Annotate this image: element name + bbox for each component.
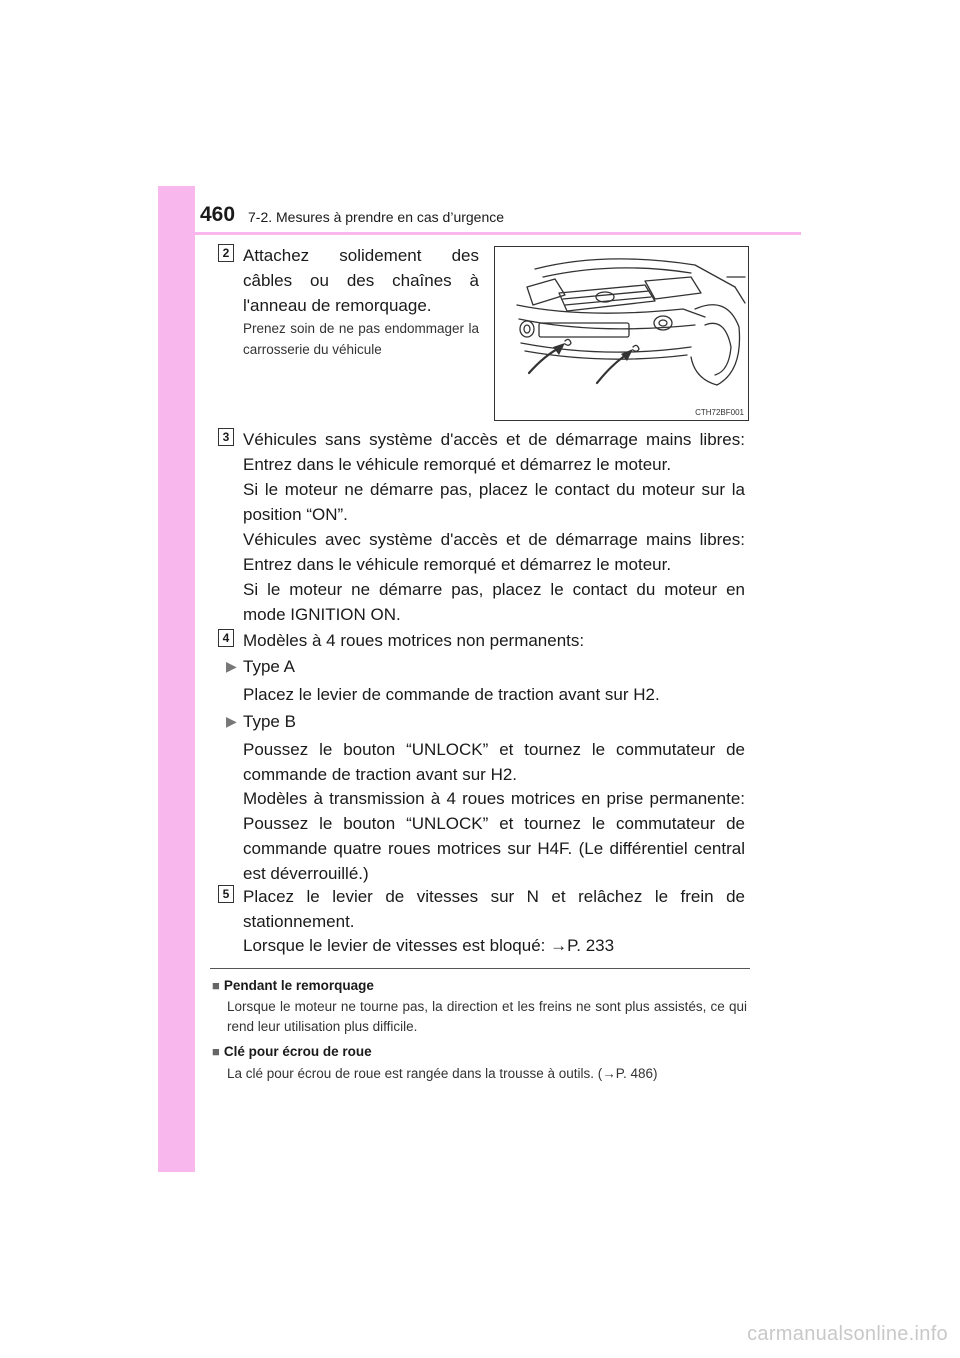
step-badge-4: 4 <box>218 629 234 647</box>
square-bullet-icon: ■ <box>212 978 220 993</box>
step-badge-3: 3 <box>218 428 234 446</box>
type-a-text: Placez le levier de commande de traction avant sur H2. <box>243 685 660 704</box>
step3-paragraph-4: Si le moteur ne démarre pas, placez le contact du moteur en mode IGNITION ON. <box>243 580 745 624</box>
type-b-label: Type B <box>243 712 296 731</box>
step4-intro: Modèles à 4 roues motrices non permanents: <box>243 631 585 650</box>
step-badge-5: 5 <box>218 885 234 903</box>
info-text-wrench: La clé pour écrou de roue est rangée dans la trousse à outils. (→P. 486) <box>227 1066 658 1081</box>
towing-eye-illustration <box>494 246 749 421</box>
info-heading-towing <box>212 978 374 993</box>
step5-reference: Lorsque le levier de vitesses est bloqué: →P. 233 <box>243 936 615 955</box>
step3-paragraph-3: Véhicules avec système d'accès et de démarrage mains libres: Entrez dans le véhicule remorqué et démarrez le moteur. <box>243 530 745 574</box>
type-a-label: Type A <box>243 657 295 676</box>
type-b-text: Poussez le bouton “UNLOCK” et tournez le commutateur de commande de traction avant sur H2. <box>243 740 745 784</box>
triangle-right-icon: ▶ <box>226 658 237 674</box>
info-heading-wrench <box>212 1044 372 1059</box>
square-bullet-icon: ■ <box>212 1044 220 1059</box>
side-tab-band <box>158 186 195 1172</box>
suv-front-drawing <box>495 247 748 420</box>
step-badge-2: 2 <box>218 244 234 262</box>
info-text-towing: Lorsque le moteur ne tourne pas, la direction et les freins ne sont plus assistés, ce qui rend leur utilisation plus difficile. <box>227 999 747 1034</box>
step5-text: Placez le levier de vitesses sur N et relâchez le frein de stationnement. <box>243 887 745 931</box>
step3-paragraph-2: Si le moteur ne démarre pas, placez le contact du moteur sur la position “ON”. <box>243 480 745 524</box>
info-title: Pendant le remorquage <box>223 978 374 993</box>
step2-text: Attachez solidement des câbles ou des chaînes à l'anneau de remorquage. <box>243 246 479 315</box>
watermark: carmanualsonline.info <box>747 1323 948 1345</box>
step3-paragraph-1: Véhicules sans système d'accès et de démarrage mains libres: Entrez dans le véhicule remorqué et démarrez le moteur. <box>243 430 745 474</box>
info-title: Clé pour écrou de roue <box>223 1044 372 1059</box>
figure-code: CTH72BF001 <box>695 408 744 417</box>
section-title: 7-2. Mesures à prendre en cas d’urgence <box>248 209 505 225</box>
info-divider <box>210 968 750 969</box>
page-number: 460 <box>200 203 236 226</box>
header-rule <box>195 232 801 235</box>
step2-note: Prenez soin de ne pas endommager la carrosserie du véhicule <box>243 321 479 357</box>
fulltime-4wd-text: Modèles à transmission à 4 roues motrices en prise permanente: Poussez le bouton “UNLOCK” et tournez le commutateur de commande quatre roues motrices sur H4F. (Le différentiel central est déverrouillé.) <box>243 789 745 883</box>
triangle-right-icon: ▶ <box>226 713 237 729</box>
